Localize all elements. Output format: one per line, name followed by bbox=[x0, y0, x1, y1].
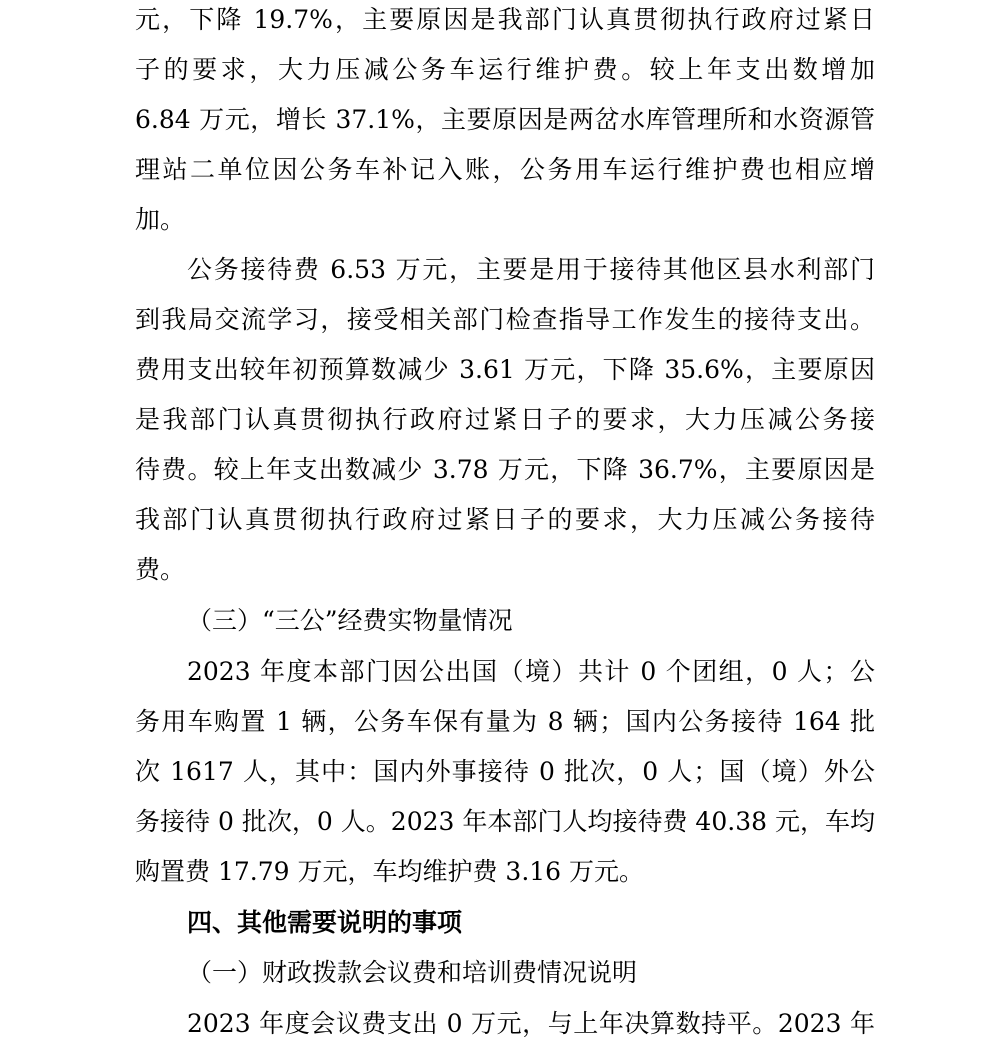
paragraph-line: 公务接待费 6.53 万元，主要是用于接待其他区县水利部门 bbox=[187, 255, 875, 284]
paragraph-line: 到我局交流学习，接受相关部门检查指导工作发生的接待支出。 bbox=[135, 305, 875, 334]
section-subheading: （三）“三公”经费实物量情况 bbox=[187, 606, 513, 635]
paragraph-line: 我部门认真贯彻执行政府过紧日子的要求，大力压减公务接待 bbox=[135, 505, 875, 534]
paragraph-line: 次 1617 人，其中：国内外事接待 0 批次，0 人；国（境）外公 bbox=[135, 757, 875, 786]
paragraph-line: 务用车购置 1 辆，公务车保有量为 8 辆；国内公务接待 164 批 bbox=[135, 707, 875, 736]
section-subheading: （一）财政拨款会议费和培训费情况说明 bbox=[187, 958, 638, 987]
paragraph-line: 2023 年度会议费支出 0 万元，与上年决算数持平。2023 年 bbox=[187, 1009, 875, 1038]
paragraph-line: 是我部门认真贯彻执行政府过紧日子的要求，大力压减公务接 bbox=[135, 405, 875, 434]
paragraph-line: 待费。较上年支出数减少 3.78 万元，下降 36.7%，主要原因是 bbox=[135, 455, 875, 484]
paragraph-line: 务接待 0 批次，0 人。2023 年本部门人均接待费 40.38 元，车均 bbox=[135, 807, 875, 836]
section-heading: 四、其他需要说明的事项 bbox=[187, 908, 463, 937]
paragraph-line: 加。 bbox=[135, 205, 186, 234]
paragraph-line: 子的要求，大力压减公务车运行维护费。较上年支出数增加 bbox=[135, 55, 875, 84]
paragraph-line: 购置费 17.79 万元，车均维护费 3.16 万元。 bbox=[135, 857, 645, 886]
paragraph-line: 元，下降 19.7%，主要原因是我部门认真贯彻执行政府过紧日 bbox=[135, 5, 875, 34]
paragraph-line: 2023 年度本部门因公出国（境）共计 0 个团组，0 人；公 bbox=[187, 657, 875, 686]
paragraph-line: 6.84 万元，增长 37.1%，主要原因是两岔水库管理所和水资源管 bbox=[135, 105, 875, 134]
paragraph-line: 理站二单位因公务车补记入账，公务用车运行维护费也相应增 bbox=[135, 155, 875, 184]
paragraph-line: 费。 bbox=[135, 555, 186, 584]
paragraph-line: 费用支出较年初预算数减少 3.61 万元，下降 35.6%，主要原因 bbox=[135, 355, 875, 384]
